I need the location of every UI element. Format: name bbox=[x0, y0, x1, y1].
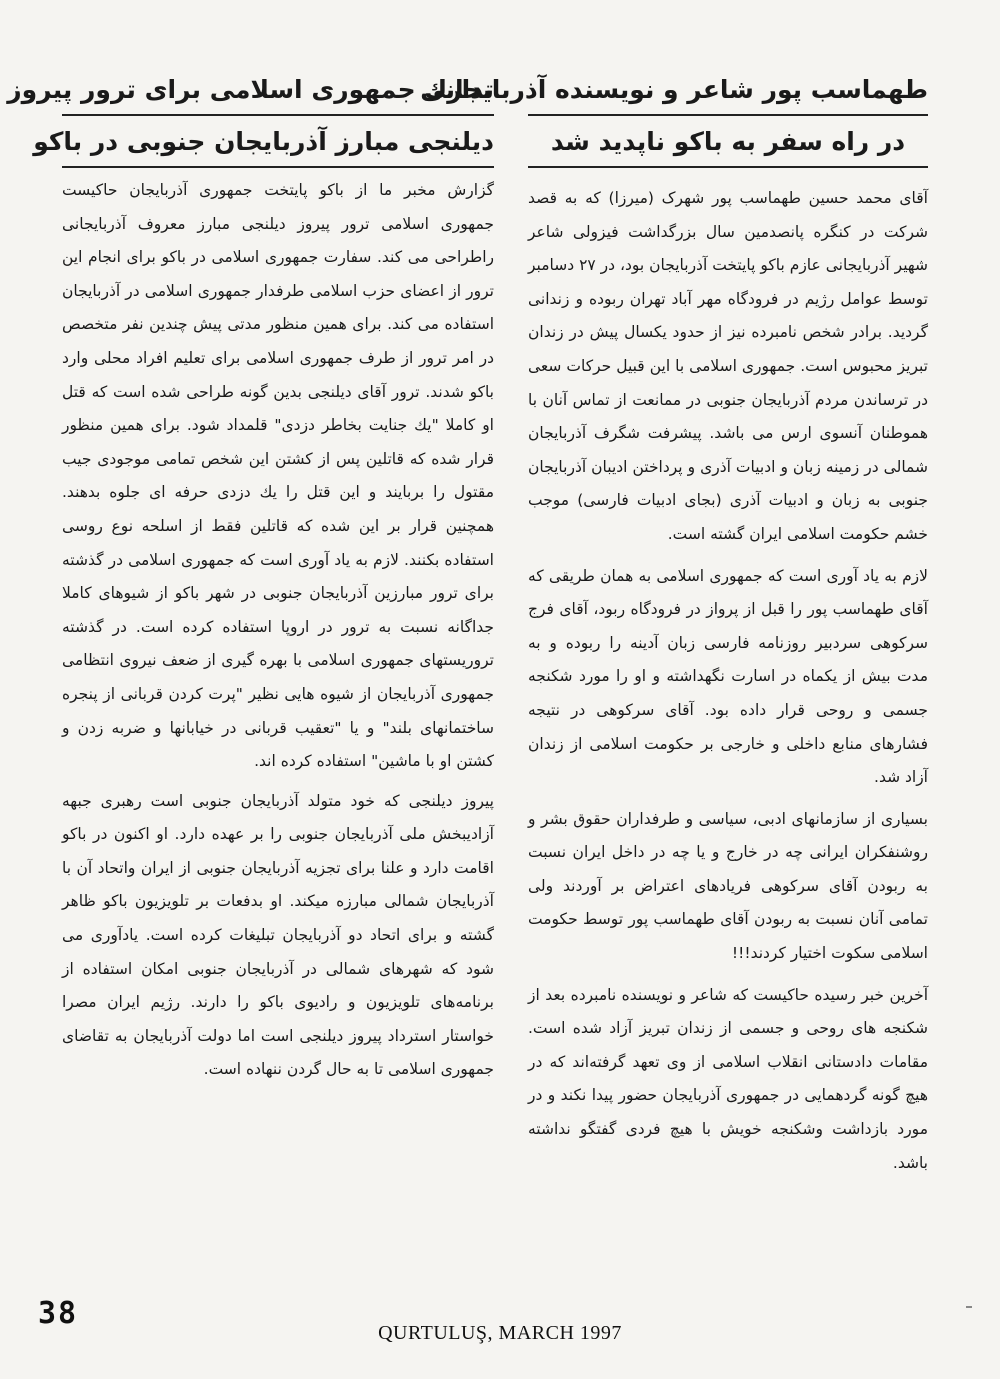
left-article-paragraph: پیروز دیلنجی که خود متولد آذربایجان جنوبی است رهبری جبهه آزادیبخش ملی آذربایجان جنوبی را بر عهده دارد. او اکنون در باکو اقامت دارد و علنا برای تجزیه آذربایجان جنوبی از ایران واتحاد آن با آذربایجان شمالی مبارزه میکند. او بدفعات بر تلویزیون باکو ظاهر گشته و برای اتحاد دو آذربایجان تبلیغات کرده است. یادآوری می شود که شهرهای شمالی در آذربایجان جنوبی امکان استفاده از برنامه‌های تلویزیون و رادیوی باکو را دارند. رژیم ایران مصرا خواستار استرداد پیروز دیلنجی است اما دولت آذربایجان به تقاضای جمهوری اسلامی تا به حال گردن ننهاده است. bbox=[62, 791, 494, 1079]
left-article bbox=[7, 70, 494, 1087]
print-speck bbox=[966, 1306, 972, 1308]
right-article-body bbox=[528, 182, 928, 1180]
right-article bbox=[420, 70, 928, 1180]
right-article-headline-line1: طهماسب پور شاعر و نویسنده آذربایجانی bbox=[528, 70, 928, 116]
left-article-paragraph: گزارش مخبر ما از باکو پایتخت جمهوری آذربایجان حاکیست جمهوری اسلامی ترور پیروز دیلنجی مبارز معروف آذربایجانی راطراحی می کند. سفارت جمهوری اسلامی در باکو برای انجام این ترور از اعضای حزب اسلامی طرفدار جمهوری اسلامی در آذربایجان استفاده می کند. برای همین منظور مدتی پیش چندین نفر متخصص در امر ترور از طرف جمهوری اسلامی برای تعلیم افراد محلی وارد باکو شدند. ترور آقای دیلنجی بدین گونه طراحی شده است که قتل او کاملا "یك جنایت بخاطر دزدی" قلمداد شود. برای همین منظور قرار شده که قاتلین پس از کشتن این شخص تمامی موجودی جیب مقتول را بربایند و این قتل را یك دزدی حرفه ای جلوه بدهند. همچنین قرار بر این شده که قاتلین فقط از اسلحه نوع روسی استفاده بکنند. لازم به یاد آوری است که جمهوری اسلامی در گذشته برای ترور مبارزین آذربایجان جنوبی در شهر باکو از شیوهای کاملا جداگانه نسبت به ترور در اروپا استفاده کرده است. در گذشته تروریستهای جمهوری اسلامی با بهره گیری از ضعف نیروی انتظامی جمهوری آذربایجان از شیوه هایی نظیر "پرت کردن قربانی از پنجره ساختمانهای بلند" و یا "تعقیب قربانی در خیابانها و ضربه زدن و کشتن او با ماشین" استفاده کرده اند. bbox=[62, 181, 494, 771]
left-article-headline-line2: دیلنجی مبارز آذربایجان جنوبی در باكو bbox=[62, 122, 494, 168]
left-article-body bbox=[62, 174, 494, 1087]
right-article-paragraph: لازم به یاد آوری است که جمهوری اسلامی به همان طریقی که آقای طهماسب پور را قبل از پرواز در فرودگاه ربود، آقای فرج سرکوهی سردبیر روزنامه فارسی زبان آدینه را ربوده و به مدت بیش از یکماه در اسارت نگهداشته و او را مورد شکنجه جسمی و روحی قرار داده بود. آقای سرکوهی در نتیجه فشارهای منابع داخلی و خارجی بر حکومت اسلامی از زندان آزاد شد. bbox=[528, 566, 928, 787]
footer-publication-date: QURTULUŞ, MARCH 1997 bbox=[378, 1322, 622, 1344]
page-number: 38 bbox=[38, 1296, 79, 1331]
right-article-headline-line2: در راه سفر به باکو ناپدید شد bbox=[528, 122, 928, 168]
left-article-headline-line1: تدارك جمهوری اسلامی برای ترور پیروز bbox=[62, 70, 494, 116]
right-article-paragraph: بسیاری از سازمانهای ادبی، سیاسی و طرفداران حقوق بشر و روشنفکران ایرانی چه در خارج و یا چه در داخل ایران نسبت به ربودن آقای سرکوهی فریادهای اعتراض بر آوردند ولی تمامی آنان نسبت به ربودن آقای طهماسب پور توسط حکومت اسلامی سکوت اختیار کردند!!! bbox=[528, 809, 928, 963]
right-article-paragraph: آخرین خبر رسیده حاکیست که شاعر و نویسنده نامبرده بعد از شکنجه های روحی و جسمی از زندان تبریز آزاد شده است. مقامات دادستانی انقلاب اسلامی از وی تعهد گرفته‌اند که در هیچ گونه گردهمایی در جمهوری آذربایجان حضور پیدا نکند و در مورد بازداشت وشکنجه خویش با هیچ فردی گفتگو نداشته باشد. bbox=[528, 985, 928, 1172]
right-article-paragraph: آقای محمد حسین طهماسب پور شهرک (میرزا) که به قصد شرکت در کنگره پانصدمین سال بزرگداشت فیزولی شاعر شهیر آذربایجانی عازم باکو پایتخت آذربایجان بود، در ۲۷ دسامبر توسط عوامل رژیم در فرودگاه مهر آباد تهران ربوده و زندانی گردید. برادر شخص نامبرده نیز از حدود یکسال پیش در زندان تبریز محبوس است. جمهوری اسلامی با این قبیل حرکات سعی در ترساندن مردم آذربایجان جنوبی در ممانعت از تماس آنان با هموطنان آنسوی ارس می باشد. پیشرفت شگرف آذربایجان شمالی در زمینه زبان و ادبیات آذری و پرداختن ادیبان آذربایجان جنوبی به زبان و ادبیات آذری (بجای ادبیات فارسی) موجب خشم حکومت اسلامی ایران گشته است. bbox=[527, 189, 928, 543]
